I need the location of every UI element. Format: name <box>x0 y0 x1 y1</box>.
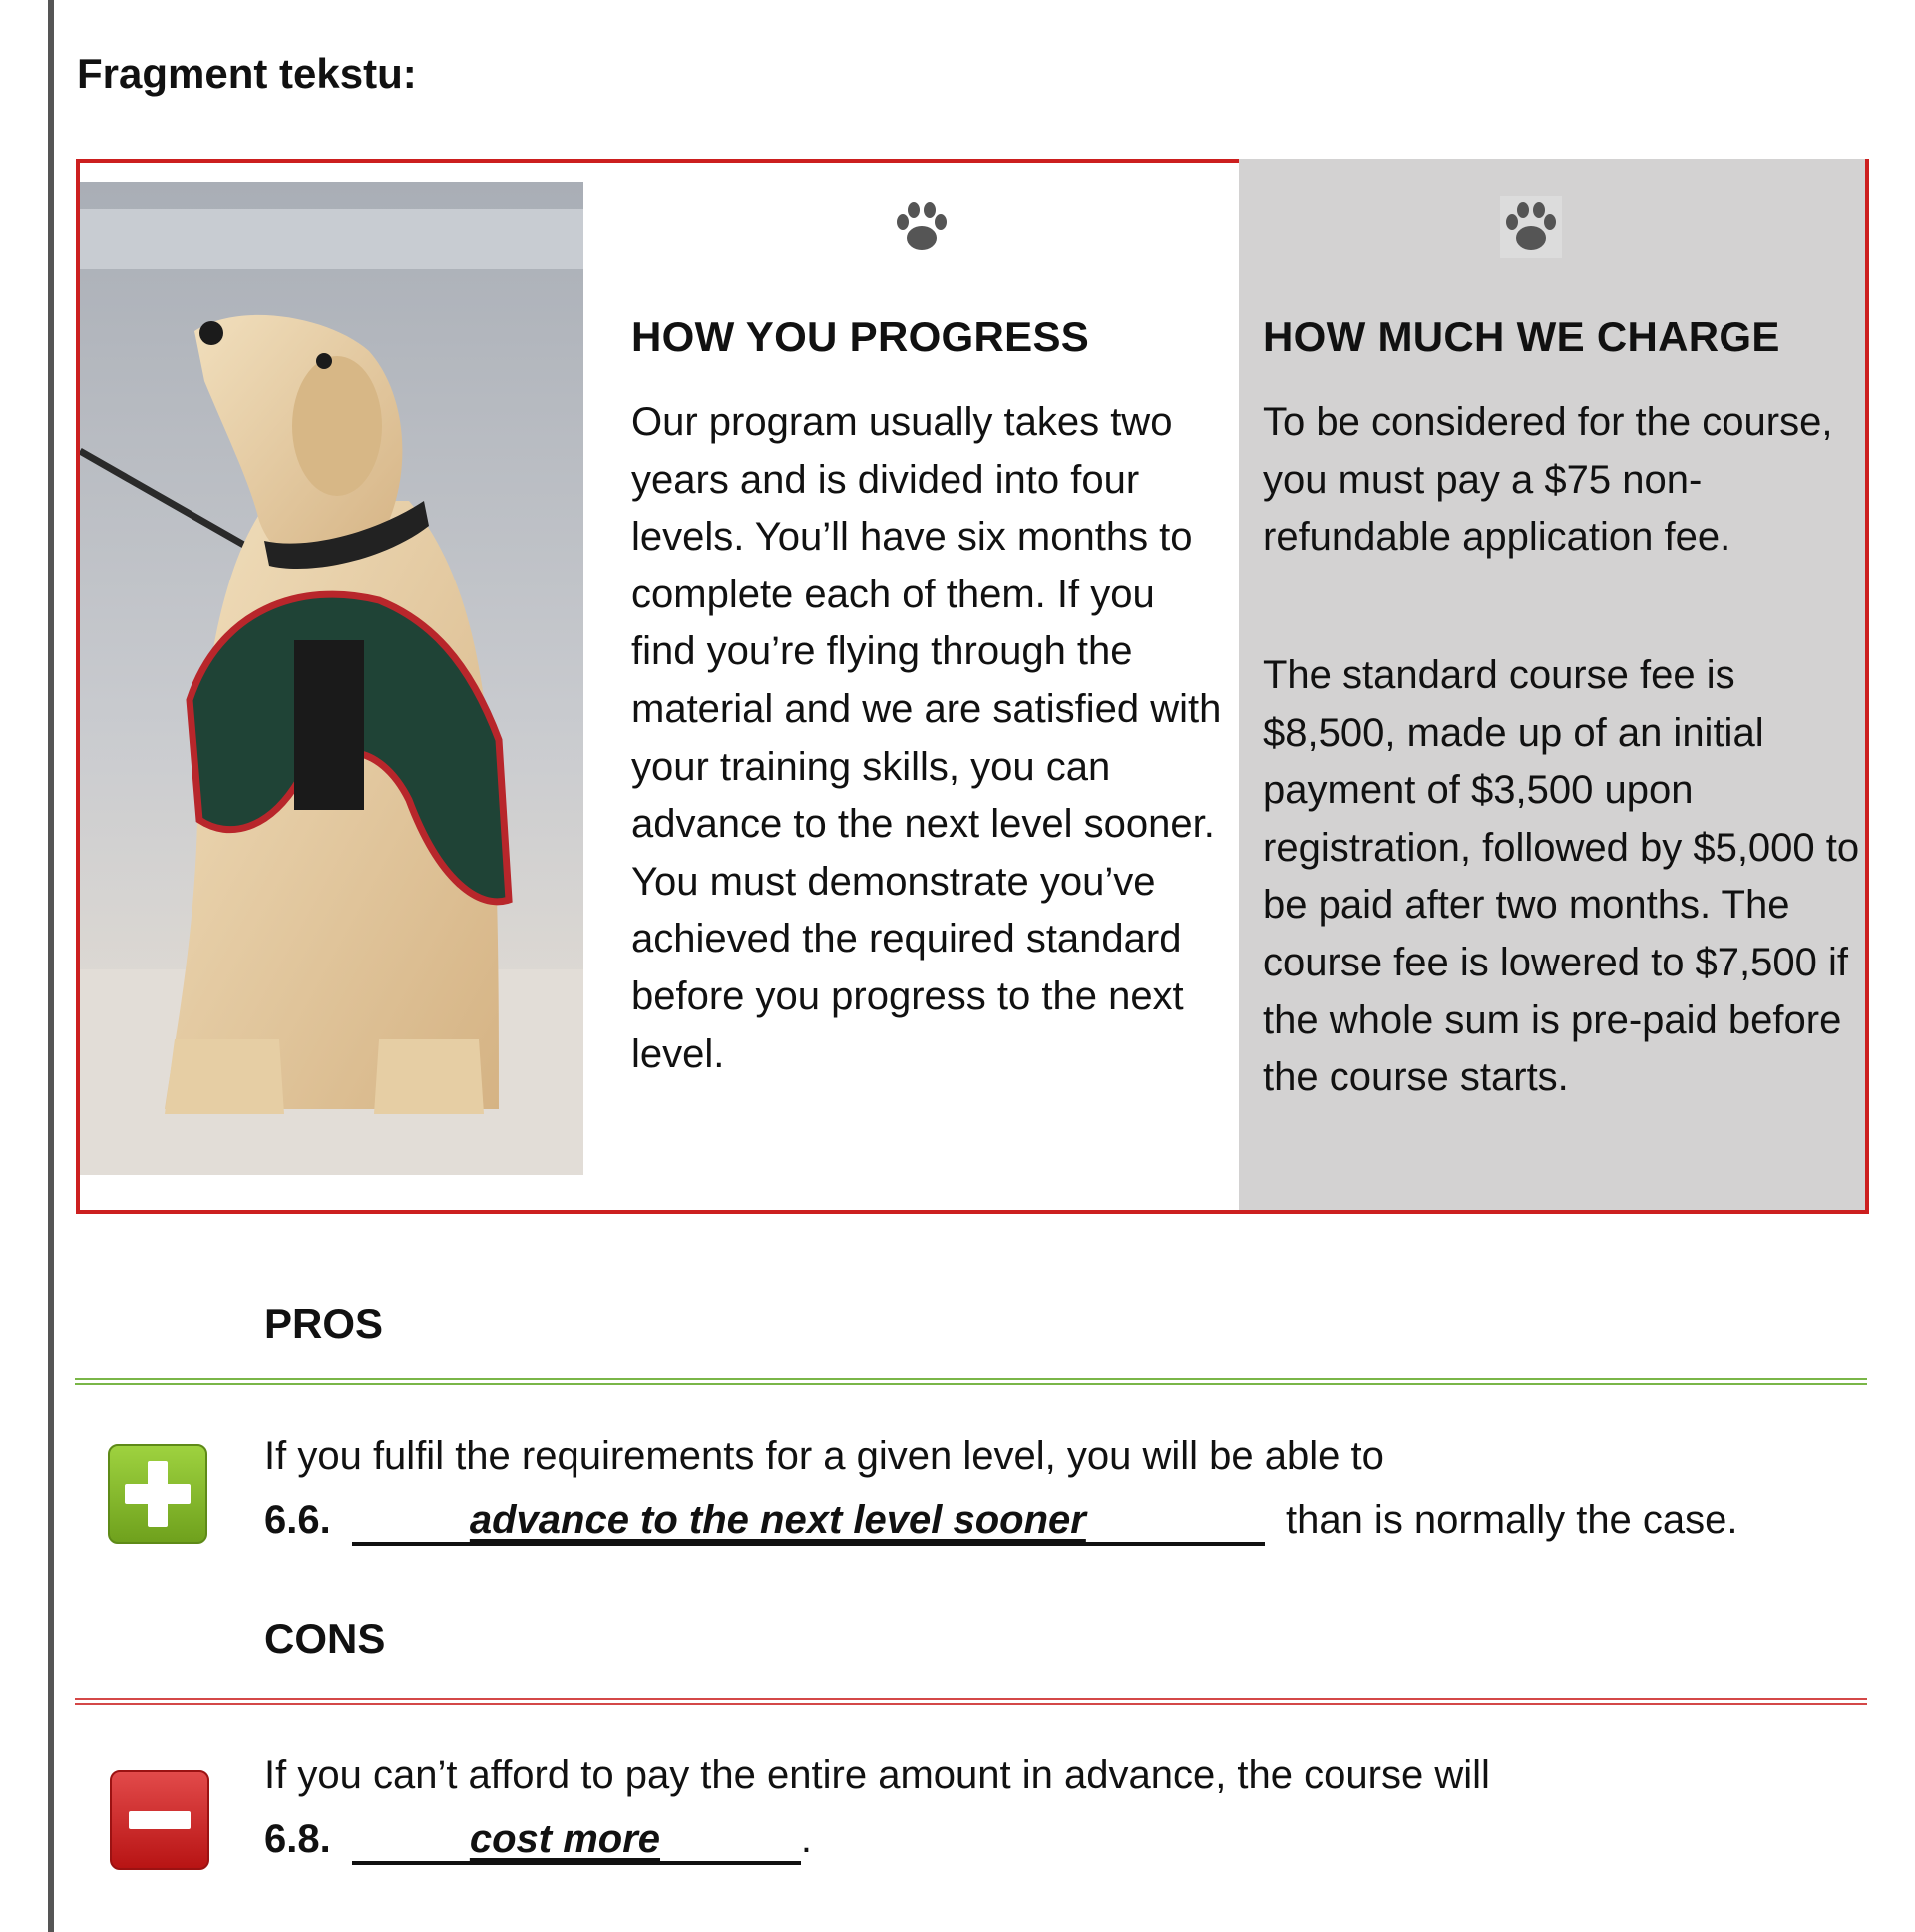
cons-answer-line <box>264 1817 812 1865</box>
cons-after: . <box>800 1817 812 1861</box>
pros-answer-line <box>264 1498 1738 1546</box>
paw-icon <box>891 196 953 258</box>
cons-statement: If you can’t afford to pay the entire amount in advance, the course will <box>264 1753 1490 1797</box>
progress-column <box>629 159 1233 1210</box>
pros-rule <box>75 1378 1867 1380</box>
puppy-photo <box>80 182 583 1175</box>
pros-statement: If you fulfil the requirements for a given level, you will be able to <box>264 1434 1384 1478</box>
pros-title: PROS <box>264 1300 384 1347</box>
charge-paragraph-1: To be considered for the course, you must pay a $75 non-refundable application fee. <box>1263 400 1833 560</box>
left-margin-rule <box>48 0 54 1932</box>
progress-title: HOW YOU PROGRESS <box>631 313 1090 360</box>
progress-body: Our program usually takes two years and is divided into four levels. You’ll have six months to complete each of them. If you find you’re flying through the material and we are satisfied with your training skills, you can advance to the next level sooner. You must demonstrate you’ve achieved the required standard before you progress to the next level. <box>631 400 1222 1076</box>
question-number: 6.8. <box>264 1817 331 1861</box>
answer-blank: cost more <box>352 1817 801 1865</box>
question-number: 6.6. <box>264 1498 331 1542</box>
plus-icon <box>108 1444 207 1544</box>
cons-rule <box>75 1698 1867 1700</box>
paw-icon <box>1500 196 1562 258</box>
charge-paragraph-2: The standard course fee is $8,500, made up of an initial payment of $3,500 upon registration, followed by $5,000 to be paid after two months. The course fee is lowered to $7,500 if the whole sum is pre-paid before the course starts. <box>1263 653 1860 1100</box>
charge-title: HOW MUCH WE CHARGE <box>1263 313 1780 360</box>
page-heading: Fragment tekstu: <box>77 50 417 97</box>
pros-after: than is normally the case. <box>1285 1498 1738 1542</box>
answer-blank: advance to the next level sooner <box>352 1498 1265 1546</box>
minus-icon <box>110 1770 209 1870</box>
charge-column <box>1239 159 1865 1210</box>
cons-title: CONS <box>264 1615 386 1662</box>
